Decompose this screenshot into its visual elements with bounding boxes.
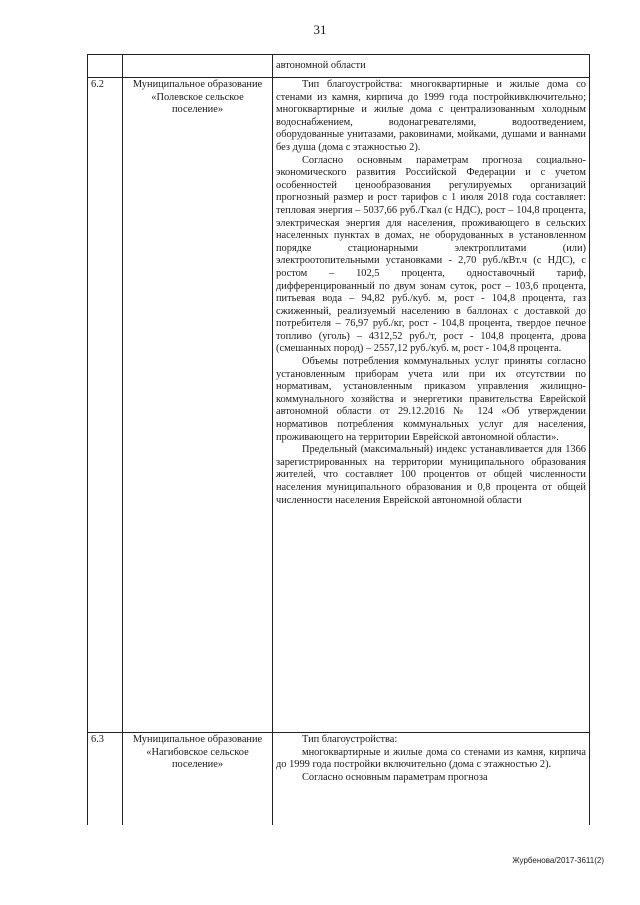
- document-code: Журбенова/2017-3611(2): [512, 856, 604, 865]
- description-cell: [273, 55, 590, 78]
- regulation-table: [87, 54, 590, 825]
- description-paragraph: Согласно основным параметрам прогноза: [302, 771, 488, 783]
- description-paragraph: Предельный (максимальный) индекс устанавливается для 1366 зарегистрированных на территории муниципального образования жителей, что составляет 100 процентов от общей численности населения муниципального образования и 0,8 процента от общей численности населения Еврейской автономной области: [276, 444, 586, 506]
- municipality-name: [123, 55, 273, 78]
- description-paragraph: Согласно основным параметрам прогноза социально-экономического развития Российской Федерации и с учетом особенностей ценообразования регулируемых организаций прогнозный размер и рост тарифов с 1 июля 2018 года составляет: тепловая энергия – 5037,66 руб./Гкал (с НДС), рост – 104,8 процента, электрическая энергия для населения, проживающего в сельских населенных пунктах в домах, не оборудованных в установленном порядке стационарными электроплитами (или) электроотопительными установками - 2,70 руб./кВт.ч (с НДС), с ростом – 102,5 процента, одноставочный тариф, дифференцированный по двум зонам суток, рост – 103,6 процента, питьевая вода – 94,82 руб./куб. м, рост - 104,8 процента, газ сжиженный, реализуемый населению в баллонах с доставкой до потребителя – 76,97 руб./кг, рост - 104,8 процента, твердое печное топливо (уголь) – 4312,52 руб./т, рост - 104,8 процента, дрова (смешанных пород) – 2557,12 руб./куб. м, рост - 104,8 процента.: [276, 154, 586, 355]
- description-paragraph: Тип благоустройства:: [302, 734, 398, 745]
- description-cell: [273, 733, 590, 826]
- municipality-name: Муниципальное образование «Нагибовское сельское поселение»: [123, 733, 273, 826]
- description-paragraph: многоквартирные и жилые дома со стенами из камня, кирпича до 1999 года постройки включительно (дома с этажностью 2).: [276, 746, 586, 771]
- description-paragraph: автономной области: [276, 59, 366, 71]
- row-number: 6.3: [88, 733, 123, 826]
- table-row: [88, 78, 590, 733]
- row-number: [88, 55, 123, 78]
- table-row: [88, 733, 590, 826]
- table-row: [88, 55, 590, 78]
- description-paragraph: Тип благоустройства: многоквартирные и жилые дома со стенами из камня, кирпича до 1999 года постройкивключительно; многоквартирные и жилые дома с централизованным холодным водоснабжением, водонагревателями, водоотведением, оборудованные унитазами, раковинами, мойками, душами и ваннами без душа (дома с этажностью 2).: [276, 79, 586, 153]
- description-cell: [273, 78, 590, 733]
- description-paragraph: Объемы потребления коммунальных услуг приняты согласно установленным приборам учета или при их отсутствии по нормативам, установленным приказом управления жилищно-коммунального хозяйства и энергетики правительства Еврейской автономной области от 29.12.2016 № 124 «Об утверждении нормативов потребления коммунальных услуг для населения, проживающего на территории Еврейской автономной области».: [276, 356, 586, 443]
- row-number: 6.2: [88, 78, 123, 733]
- page-number: 31: [313, 22, 327, 37]
- municipality-name: Муниципальное образование «Полевское сельское поселение»: [123, 78, 273, 733]
